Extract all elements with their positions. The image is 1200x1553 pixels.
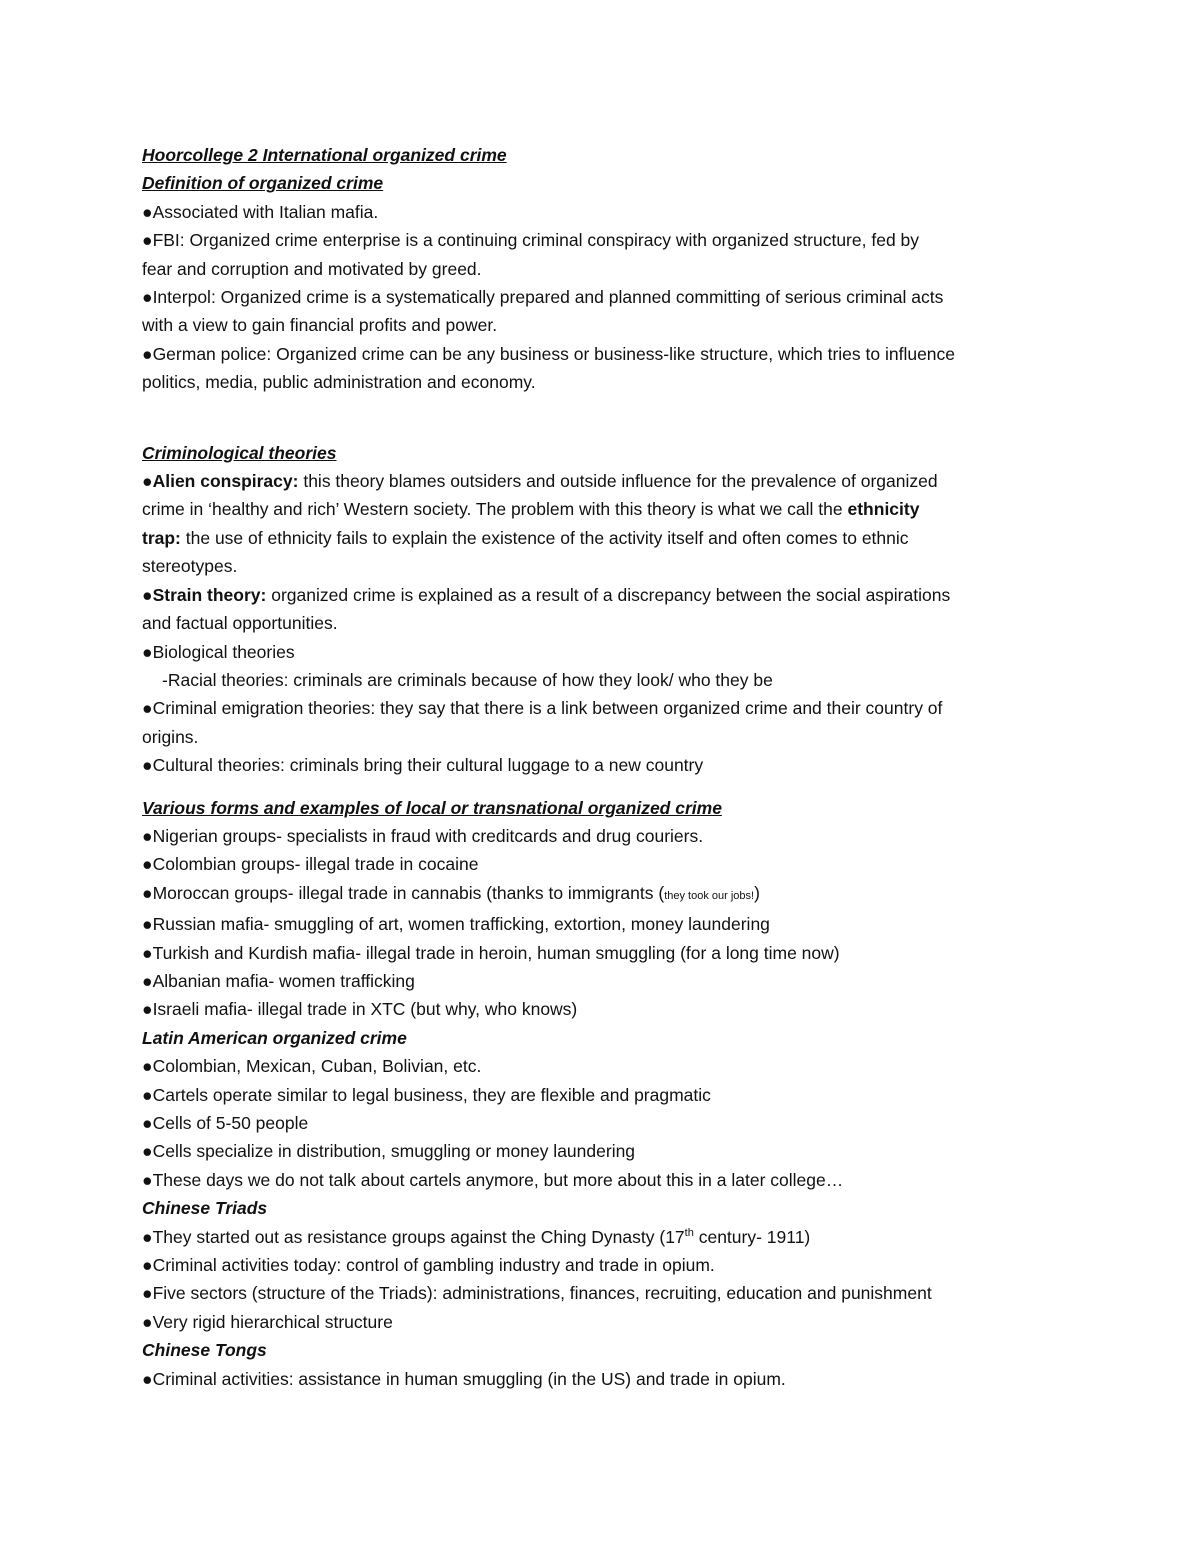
theory-emigration-cont: origins. [142,726,199,747]
forms-section [142,794,1072,1024]
term-ethnicity: ethnicity [847,499,920,520]
forms-heading: Various forms and examples of local or transnational organized crime [142,797,722,818]
definition-item-german-police-cont: politics, media, public administration and economy. [142,372,536,393]
term-alien-conspiracy: Alien conspiracy: [152,471,299,492]
latin-heading: Latin American organized crime [142,1027,407,1048]
latin-item: ●Cartels operate similar to legal business, they are flexible and pragmatic [142,1084,711,1105]
form-text: ) [754,882,760,903]
form-turkish: ●Turkish and Kurdish mafia- illegal trade in heroin, human smuggling (for a long time now) [142,942,840,963]
document-title: Hoorcollege 2 International organized crime [142,145,507,165]
triads-text: ●They started out as resistance groups against the Ching Dynasty (17 [142,1226,685,1247]
theory-alien-conspiracy-cont3: stereotypes. [142,556,238,577]
latin-item: ●Cells specialize in distribution, smuggling or money laundering [142,1141,636,1162]
tongs-heading: Chinese Tongs [142,1340,267,1361]
theory-text: crime in ‘healthy and rich’ Western society. The problem with this theory is what we call the [142,499,848,520]
form-text: ●Moroccan groups- illegal trade in cannabis (thanks to immigrants ( [142,882,665,903]
form-aside: they took our jobs! [664,889,755,902]
latin-item: ●Colombian, Mexican, Cuban, Bolivian, etc. [142,1056,482,1077]
theory-emigration: ●Criminal emigration theories: they say that there is a link between organized crime and their country of [142,698,943,719]
theory-alien-conspiracy-cont [142,495,1072,523]
triads-item: ●Criminal activities today: control of gambling industry and trade in opium. [142,1255,715,1276]
definition-item-fbi-cont: fear and corruption and motivated by greed. [142,258,482,279]
ordinal-suffix: th [684,1226,694,1239]
triads-item [142,1223,1072,1251]
triads-item: ●Very rigid hierarchical structure [142,1311,393,1332]
theory-strain-cont: and factual opportunities. [142,613,338,634]
theories-heading: Criminological theories [142,442,337,463]
theory-strain [142,581,1072,609]
theory-alien-conspiracy [142,467,1072,495]
bullet: ● [142,584,153,605]
theory-text: organized crime is explained as a result of a discrepancy between the social aspirations [266,584,951,605]
definition-item-interpol-cont: with a view to gain financial profits and power. [142,315,498,336]
latin-item: ●These days we do not talk about cartels anymore, but more about this in a later college… [142,1169,844,1190]
definition-section [142,169,1072,396]
tongs-item: ●Criminal activities: assistance in human smuggling (in the US) and trade in opium. [142,1368,786,1389]
triads-item: ●Five sectors (structure of the Triads): administrations, finances, recruiting, education and punishment [142,1283,932,1304]
theory-alien-conspiracy-cont2 [142,524,1072,552]
definition-item-italian-mafia: ●Associated with Italian mafia. [142,201,379,222]
theories-section [142,439,1072,780]
definition-item-fbi: ●FBI: Organized crime enterprise is a continuing criminal conspiracy with organized structure, fed by [142,230,920,251]
latin-item: ●Cells of 5-50 people [142,1113,309,1133]
form-albanian: ●Albanian mafia- women trafficking [142,970,415,991]
tongs-section [142,1336,1072,1393]
form-nigerian: ●Nigerian groups- specialists in fraud with creditcards and drug couriers. [142,825,704,846]
theory-text: this theory blames outsiders and outside influence for the prevalence of organized [298,471,938,492]
triads-text: century- 1911) [693,1226,811,1247]
term-trap: trap: [142,527,181,548]
definition-item-interpol: ●Interpol: Organized crime is a systematically prepared and planned committing of serious criminal acts [142,287,944,308]
theory-text: the use of ethnicity fails to explain the existence of the activity itself and often comes to ethnic [180,527,909,548]
form-israeli: ●Israeli mafia- illegal trade in XTC (but why, who knows) [142,999,578,1020]
triads-heading: Chinese Triads [142,1198,268,1219]
document-page [142,141,1072,1393]
latin-section [142,1024,1072,1194]
term-strain-theory: Strain theory: [152,584,267,605]
theory-biological: ●Biological theories [142,641,295,662]
form-moroccan [142,879,1072,910]
bullet: ● [142,471,153,492]
theory-racial: -Racial theories: criminals are criminals because of how they look/ who they be [162,669,773,690]
definition-heading: Definition of organized crime [142,173,384,194]
definition-item-german-police: ●German police: Organized crime can be any business or business-like structure, which tries to influence [142,343,956,364]
theory-cultural: ●Cultural theories: criminals bring their cultural luggage to a new country [142,755,704,776]
form-colombian: ●Colombian groups- illegal trade in cocaine [142,854,479,875]
form-russian: ●Russian mafia- smuggling of art, women trafficking, extortion, money laundering [142,914,770,935]
triads-section [142,1194,1072,1336]
